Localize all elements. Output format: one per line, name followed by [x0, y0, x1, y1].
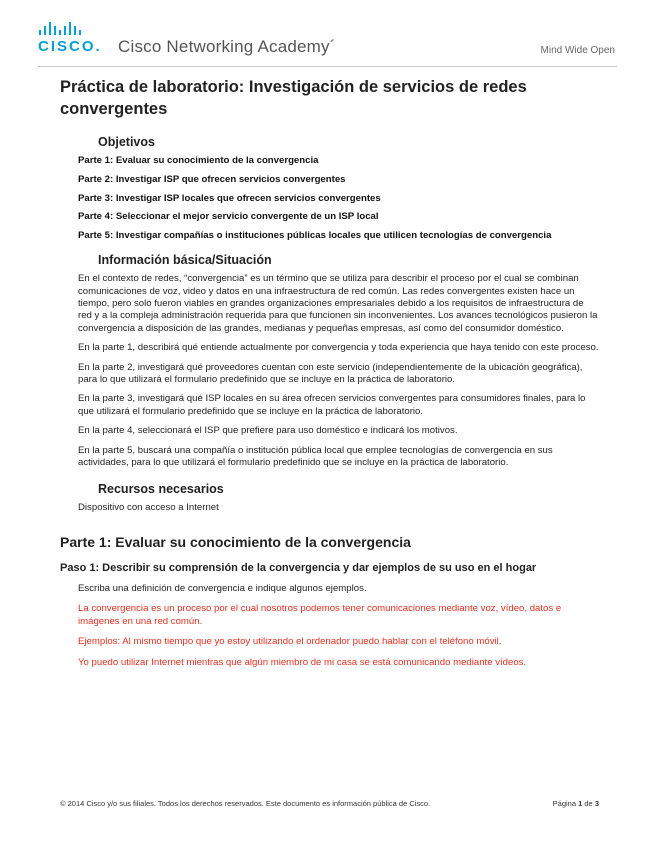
step1-heading: Paso 1: Describir su comprensión de la convergencia y dar ejemplos de su uso en el hogar: [60, 561, 537, 574]
page-header: [0, 0, 655, 75]
cisco-logo-text: CISCO.: [38, 38, 102, 55]
background-paragraph: En la parte 3, investigará qué ISP locales en su área ofrecen servicios convergentes para consumidores finales, para lo que utilizará el formulario predefinido que se incluye en la práctica de laboratorio.: [78, 393, 586, 417]
background-paragraph: En la parte 4, seleccionará el ISP que prefiere para uso doméstico e indicará los motivos.: [78, 425, 458, 437]
answer-text: La convergencia es un proceso por el cual nosotros podemos tener comunicaciones mediante voz, vídeo, datos e imágenes en una red común.: [78, 603, 562, 627]
page-of-label: de: [584, 799, 593, 808]
background-paragraph: En la parte 5, buscará una compañía o institución pública local que emplee tecnologías de convergencia en sus actividades, para lo que utilizará el formulario predefinido que se incluye en la práctica de laboratorio.: [78, 444, 553, 469]
answer-text: Yo puedo utilizar Internet mientras que algún miembro de mi casa se está comunicando mediante vídeos.: [78, 656, 527, 668]
objectives-list: [78, 155, 600, 242]
page-indicator: [553, 798, 599, 810]
copyright-notice: © 2014 Cisco y/o sus filiales. Todos los derechos reservados. Este documento es información pública de Cisco.: [60, 799, 431, 808]
background-paragraph: En la parte 1, describirá qué entiende actualmente por convergencia y toda experiencia que haya tenido con este proceso.: [78, 342, 599, 354]
objective-item: Parte 2: Investigar ISP que ofrecen servicios convergentes: [78, 173, 346, 185]
document-body: [60, 76, 600, 675]
page-number: 1: [578, 799, 583, 808]
background-paragraph: En la parte 2, investigará qué proveedores cuentan con este servicio (independientemente de la ubicación geográfica), para lo que utilizará el formulario predefinido que se incluye en la práctica de laboratorio.: [78, 361, 583, 386]
page-footer: [60, 798, 599, 810]
objectives-heading: Objetivos: [98, 135, 155, 149]
resources-heading: Recursos necesarios: [98, 482, 224, 497]
objective-item: Parte 3: Investigar ISP locales que ofrecen servicios convergentes: [78, 192, 381, 204]
objective-item: Parte 4: Seleccionar el mejor servicio convergente de un ISP local: [78, 211, 379, 223]
header-tagline: Mind Wide Open: [540, 45, 615, 56]
objective-item: Parte 5: Investigar compañías o instituciones públicas locales que utilicen tecnologías de convergencia: [78, 230, 552, 242]
objective-item: Parte 1: Evaluar su conocimiento de la convergencia: [78, 155, 319, 166]
page-label: Página: [552, 799, 577, 808]
part1-heading: Parte 1: Evaluar su conocimiento de la convergencia: [60, 533, 411, 550]
background-paragraph: En el contexto de redes, “convergencia” es un término que se utiliza para describir el proceso por el cual se combinan comunicaciones de voz, video y datos en una infraestructura de red común. Las redes convergentes existen hace un tiempo, pero solo fueron viables en grandes organizaciones empresariales debido a los requisitos de infraestructura de red y a la compleja administración requerida para que funcionen sin inconvenientes. Los avances tecnológicos pusieron la convergencia a disposición de las grandes, medianas y pequeñas empresas, así como del consumidor doméstico.: [78, 273, 598, 334]
page-total: 3: [594, 799, 599, 808]
background-section: [60, 273, 600, 469]
step1-instruction: Escriba una definición de convergencia e indique algunos ejemplos.: [78, 582, 367, 594]
header-divider: [38, 66, 617, 67]
resources-text: Dispositivo con acceso a Internet: [78, 502, 219, 514]
academy-title: Cisco Networking Academy´: [118, 37, 336, 56]
answer-text: Ejemplos: Al mismo tiempo que yo estoy utilizando el ordenador puedo hablar con el teléfono móvil.: [78, 636, 502, 648]
background-heading: Información básica/Situación: [98, 253, 272, 268]
page-title: Práctica de laboratorio: Investigación de servicios de redes convergentes: [60, 78, 527, 118]
